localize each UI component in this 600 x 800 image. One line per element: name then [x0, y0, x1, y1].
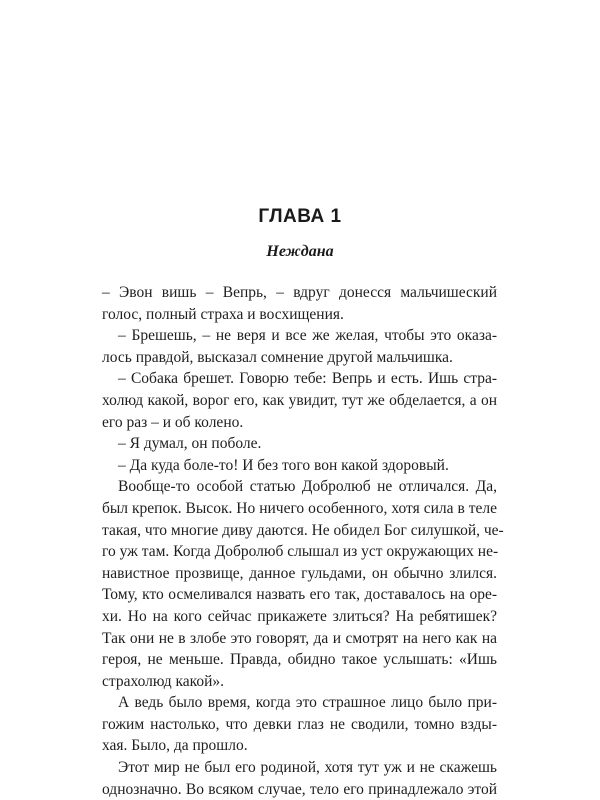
text-line: героя, не меньше. Правда, обидно такое услышать: «Ишь — [102, 651, 497, 669]
text-line: го уж там. Когда Добролюб слышал из уст окружающих не- — [102, 543, 499, 561]
text-line: Так они не в злобе это говорят, да и смотрят на него как на — [102, 629, 497, 647]
text-line: – Да куда боле-то! И без того вон какой здоровый. — [118, 456, 449, 474]
text-line: хая. Было, да прошло. — [102, 737, 248, 755]
text-line: навистное прозвище, данное гульдами, он обычно злился. — [102, 564, 497, 582]
text-line: хи. Но на кого сейчас прикажете злиться? На ребятишек? — [102, 607, 497, 625]
text-line: А ведь было время, когда это страшное лицо было при- — [118, 694, 497, 712]
text-line: голос, полный страха и восхищения. — [102, 305, 344, 323]
text-line: его раз – и об колено. — [102, 413, 244, 431]
text-line: – Я думал, он поболе. — [118, 435, 262, 453]
text-line: однозначно. Во всяком случае, тело его принадлежало этой — [102, 780, 497, 798]
text-line: холюд какой, ворог его, как увидит, тут же обделается, а он — [102, 391, 497, 409]
chapter-body — [102, 282, 504, 800]
text-line: Этот мир не был его родиной, хотя тут уж и не скажешь — [118, 759, 497, 777]
chapter-title: ГЛАВА 1 — [258, 206, 342, 227]
text-line: – Брешешь, – не веря и все же желая, чтобы это оказа- — [118, 327, 497, 345]
text-line: лось правдой, высказал сомнение другой мальчишка. — [102, 348, 453, 366]
text-line: Тому, кто осмеливался назвать его так, доставалось на оре- — [102, 586, 497, 604]
text-line: – Собака брешет. Говорю тебе: Вепрь и есть. Ишь стра- — [118, 370, 497, 388]
text-line: такая, что многие диву даются. Не обидел Бог силушкой, че- — [102, 521, 504, 539]
text-line: – Эвон вишь – Вепрь, – вдруг донесся мальчишеский — [102, 284, 497, 301]
text-line: гожим настолько, что девки глаз не сводили, томно взды- — [102, 715, 497, 733]
text-line: был крепок. Высок. Но ничего особенного, хотя сила в теле — [102, 499, 497, 517]
text-line: Вообще-то особой статью Добролюб не отличался. Да, — [118, 478, 497, 496]
chapter-subtitle: Нежданa — [266, 243, 334, 260]
text-line: страхолюд какой». — [102, 672, 225, 690]
